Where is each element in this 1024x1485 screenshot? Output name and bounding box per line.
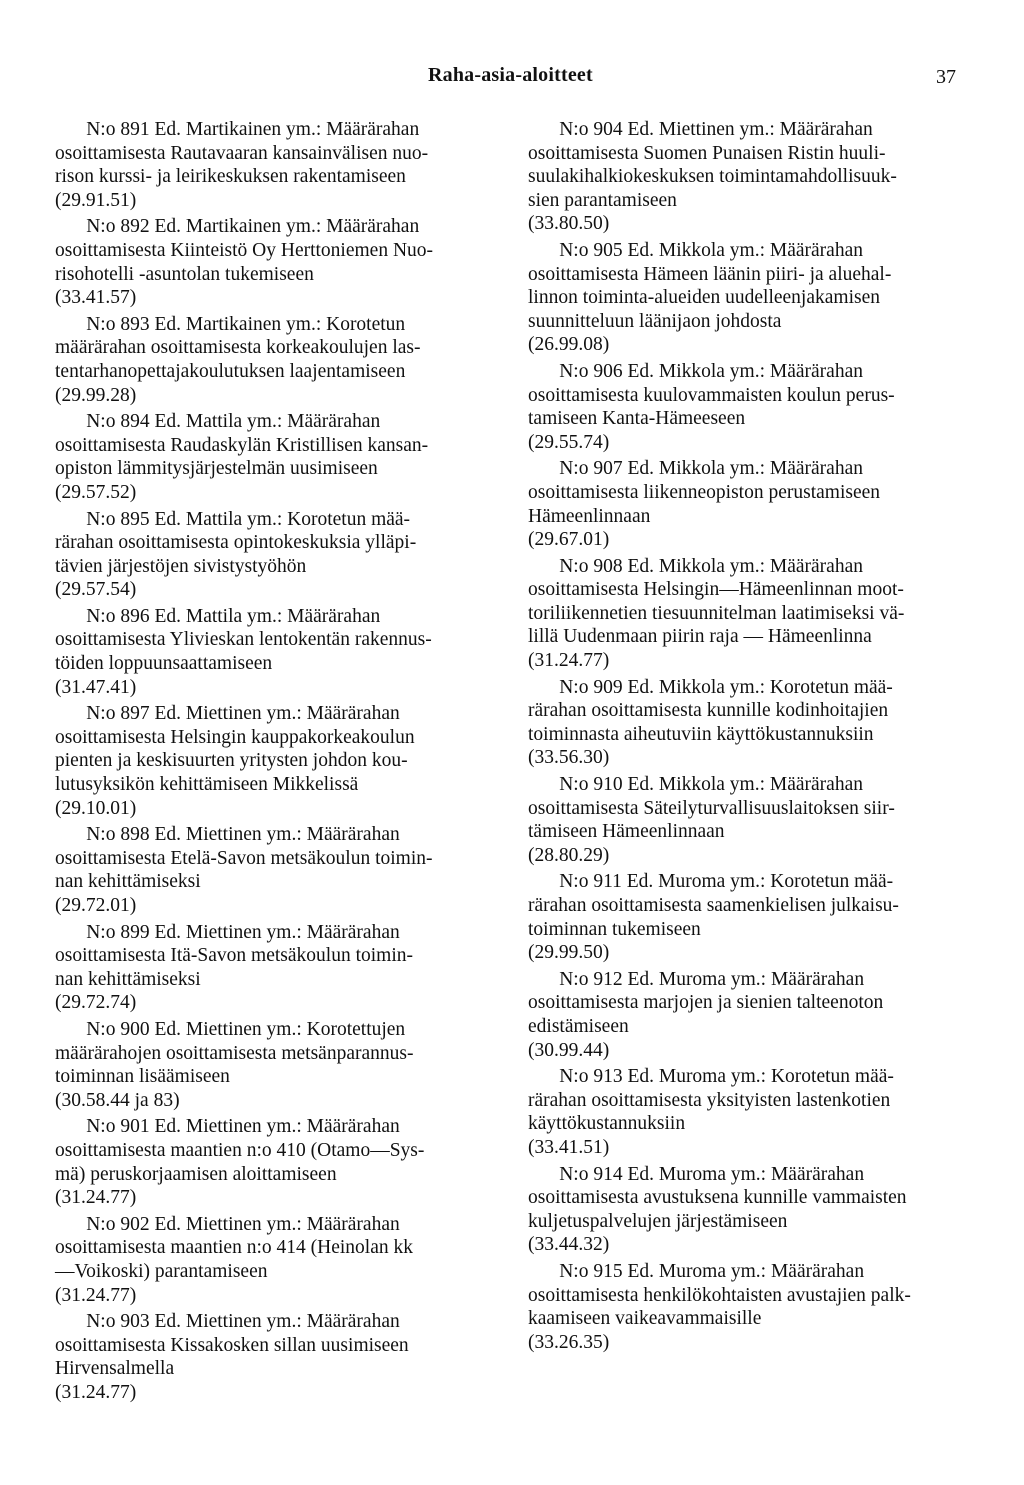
- budget-reference: (29.72.74): [55, 992, 137, 1014]
- entry-text-line: rison kurssi- ja leirikeskuksen rakentamiseen: [55, 166, 406, 188]
- motion-entry: [55, 410, 495, 504]
- motion-entry: [528, 360, 968, 454]
- entry-text-line: nan kehittämiseksi: [55, 871, 201, 893]
- entry-text-line: N:o 900 Ed. Miettinen ym.: Korotettujen: [86, 1018, 406, 1040]
- entry-text-line: mä) peruskorjaamisen aloittamiseen: [55, 1163, 337, 1185]
- entry-text-line: osoittamisesta Rautavaaran kansainvälisen nuo-: [55, 142, 429, 164]
- motion-entry: [528, 555, 968, 673]
- entry-text-line: linnon toiminta-alueiden uudelleenjakamisen: [528, 287, 880, 309]
- entry-text-line: rärahan osoittamisesta yksityisten lastenkotien: [528, 1089, 891, 1111]
- entry-text-line: edistämiseen: [528, 1015, 629, 1037]
- entry-text-line: osoittamisesta liikenneopiston perustamiseen: [528, 481, 881, 503]
- budget-reference: (31.24.77): [528, 650, 610, 672]
- entry-text-line: tävien järjestöjen sivistystyöhön: [55, 555, 307, 577]
- entry-text-line: osoittamisesta maantien n:o 414 (Heinolan kk: [55, 1237, 413, 1259]
- entry-text-line: suunnitteluun läänijaon johdosta: [528, 310, 782, 332]
- budget-reference: (29.99.50): [528, 942, 610, 964]
- motion-entry: [55, 823, 495, 917]
- entry-text-line: toiminnan tukemiseen: [528, 918, 701, 940]
- budget-reference: (29.57.54): [55, 579, 137, 601]
- budget-reference: (26.99.08): [528, 334, 610, 356]
- motion-entry: [55, 215, 495, 309]
- entry-text-line: osoittamisesta Helsingin—Hämeenlinnan moot-: [528, 579, 904, 601]
- entry-text-line: osoittamisesta Etelä-Savon metsäkoulun toimin-: [55, 847, 433, 869]
- motion-entry: [528, 457, 968, 551]
- budget-reference: (29.55.74): [528, 431, 610, 453]
- motion-entry: [528, 870, 968, 964]
- entry-text-line: osoittamisesta Kiinteistö Oy Herttoniemen Nuo-: [55, 239, 434, 261]
- entry-text-line: toiminnan lisäämiseen: [55, 1066, 230, 1088]
- entry-text-line: osoittamisesta kuulovammaisten koulun perus-: [528, 384, 895, 406]
- motion-entry: [528, 1065, 968, 1159]
- entry-text-line: N:o 912 Ed. Muroma ym.: Määrärahan: [559, 968, 865, 990]
- entry-text-line: osoittamisesta Itä-Savon metsäkoulun toimin-: [55, 945, 413, 967]
- entry-text-line: N:o 909 Ed. Mikkola ym.: Korotetun mää-: [559, 676, 893, 698]
- entry-text-line: osoittamisesta Suomen Punaisen Ristin huuli-: [528, 142, 886, 164]
- motion-entry: [55, 605, 495, 699]
- entry-text-line: —Voikoski) parantamiseen: [55, 1260, 268, 1282]
- entry-text-line: käyttökustannuksiin: [528, 1113, 686, 1135]
- entry-text-line: N:o 899 Ed. Miettinen ym.: Määrärahan: [86, 921, 400, 943]
- entry-text-line: toriliikennetien tiesuunnitelman laatimiseksi vä-: [528, 602, 905, 624]
- motion-entry: [55, 921, 495, 1015]
- budget-reference: (33.41.51): [528, 1136, 610, 1158]
- entry-text-line: opiston lämmitysjärjestelmän uusimiseen: [55, 458, 378, 480]
- budget-reference: (33.26.35): [528, 1331, 610, 1353]
- entry-text-line: osoittamisesta Helsingin kauppakorkeakoulun: [55, 726, 415, 748]
- entry-text-line: määrärahojen osoittamisesta metsänparannus-: [55, 1042, 414, 1064]
- entry-text-line: N:o 907 Ed. Mikkola ym.: Määrärahan: [559, 458, 863, 480]
- entry-text-line: N:o 911 Ed. Muroma ym.: Korotetun mää-: [559, 871, 894, 893]
- entry-text-line: kaamiseen vaikeavammaisille: [528, 1308, 762, 1330]
- entry-text-line: N:o 893 Ed. Martikainen ym.: Korotetun: [86, 313, 406, 335]
- budget-reference: (29.72.01): [55, 895, 137, 916]
- entry-text-line: risohotelli -asuntolan tukemiseen: [55, 263, 314, 285]
- budget-reference: (29.99.28): [55, 384, 137, 406]
- budget-reference: (29.10.01): [55, 797, 137, 819]
- left-column: [55, 118, 495, 1407]
- entry-text-line: tentarhanopettajakoulutuksen laajentamiseen: [55, 360, 406, 382]
- entry-text-line: N:o 913 Ed. Muroma ym.: Korotetun mää-: [559, 1066, 894, 1088]
- motion-entry: [55, 508, 495, 602]
- budget-reference: (30.58.44 ja 83): [55, 1089, 180, 1111]
- motion-entry: [55, 1018, 495, 1112]
- budget-reference: (31.24.77): [55, 1381, 137, 1403]
- entry-text-line: N:o 903 Ed. Miettinen ym.: Määrärahan: [86, 1311, 400, 1333]
- motion-entry: [528, 1163, 968, 1257]
- entry-text-line: toiminnasta aiheutuviin käyttökustannuksiin: [528, 723, 874, 745]
- motion-entry: [528, 773, 968, 867]
- page-number: 37: [936, 66, 956, 88]
- motion-entry: [55, 1115, 495, 1209]
- entry-text-line: osoittamisesta maantien n:o 410 (Otamo—Sys-: [55, 1139, 425, 1161]
- entry-text-line: N:o 905 Ed. Mikkola ym.: Määrärahan: [559, 239, 863, 261]
- budget-reference: (33.56.30): [528, 747, 610, 769]
- entry-text-line: N:o 910 Ed. Mikkola ym.: Määrärahan: [559, 774, 863, 796]
- entry-text-line: osoittamisesta avustuksena kunnille vammaisten: [528, 1187, 907, 1209]
- budget-reference: (29.67.01): [528, 529, 610, 551]
- budget-reference: (31.24.77): [55, 1284, 137, 1306]
- entry-text-line: N:o 902 Ed. Miettinen ym.: Määrärahan: [86, 1213, 400, 1235]
- running-title: Raha-asia-aloitteet: [428, 64, 593, 86]
- motion-entry: [528, 1260, 968, 1354]
- motion-entry: [528, 118, 968, 236]
- motion-entry: [528, 676, 968, 770]
- entry-text-line: suulakihalkiokeskuksen toimintamahdollisuuk-: [528, 166, 897, 188]
- budget-reference: (28.80.29): [528, 844, 610, 866]
- entry-text-line: N:o 891 Ed. Martikainen ym.: Määrärahan: [86, 119, 420, 140]
- entry-text-line: rärahan osoittamisesta saamenkielisen julkaisu-: [528, 895, 899, 916]
- entry-text-line: N:o 897 Ed. Miettinen ym.: Määrärahan: [86, 703, 400, 725]
- entry-text-line: osoittamisesta Raudaskylän Kristillisen kansan-: [55, 434, 429, 456]
- entry-text-line: N:o 904 Ed. Miettinen ym.: Määrärahan: [559, 119, 873, 140]
- motion-entry: [528, 968, 968, 1062]
- entry-text-line: sien parantamiseen: [528, 189, 677, 211]
- entry-text-line: tämiseen Hämeenlinnaan: [528, 821, 725, 843]
- motion-entry: [528, 239, 968, 357]
- entry-text-line: N:o 892 Ed. Martikainen ym.: Määrärahan: [86, 216, 420, 238]
- entry-text-line: osoittamisesta Kissakosken sillan uusimiseen: [55, 1334, 409, 1356]
- budget-reference: (30.99.44): [528, 1039, 610, 1061]
- entry-text-line: osoittamisesta Ylivieskan lentokentän rakennus-: [55, 629, 432, 651]
- entry-text-line: N:o 895 Ed. Mattila ym.: Korotetun mää-: [86, 508, 411, 530]
- budget-reference: (29.57.52): [55, 481, 137, 503]
- entry-text-line: osoittamisesta Hämeen läänin piiri- ja aluehal-: [528, 263, 892, 285]
- entry-text-line: N:o 894 Ed. Mattila ym.: Määrärahan: [86, 411, 381, 433]
- entry-text-line: N:o 896 Ed. Mattila ym.: Määrärahan: [86, 605, 381, 627]
- budget-reference: (33.80.50): [528, 213, 610, 235]
- motion-entry: [55, 118, 495, 212]
- entry-text-line: tamiseen Kanta-Hämeeseen: [528, 408, 746, 430]
- entry-text-line: määrärahan osoittamisesta korkeakoulujen las-: [55, 337, 421, 359]
- entry-text-line: lutusyksikön kehittämiseen Mikkelissä: [55, 774, 359, 796]
- budget-reference: (33.44.32): [528, 1234, 610, 1256]
- entry-text-line: rärahan osoittamisesta kunnille kodinhoitajien: [528, 700, 889, 722]
- budget-reference: (31.24.77): [55, 1187, 137, 1209]
- entry-text-line: N:o 915 Ed. Muroma ym.: Määrärahan: [559, 1260, 865, 1282]
- budget-reference: (33.41.57): [55, 287, 137, 309]
- entry-text-line: osoittamisesta marjojen ja sienien talteenoton: [528, 992, 884, 1014]
- motion-entry: [55, 1310, 495, 1404]
- entry-text-line: N:o 914 Ed. Muroma ym.: Määrärahan: [559, 1163, 865, 1185]
- entry-text-line: N:o 908 Ed. Mikkola ym.: Määrärahan: [559, 555, 863, 577]
- entry-text-line: N:o 898 Ed. Miettinen ym.: Määrärahan: [86, 824, 400, 846]
- budget-reference: (31.47.41): [55, 676, 137, 698]
- entry-text-line: pienten ja keskisuurten yritysten johdon kou-: [55, 750, 408, 772]
- entry-text-line: kuljetuspalvelujen järjestämiseen: [528, 1210, 788, 1232]
- entry-text-line: lillä Uudenmaan piirin raja — Hämeenlinna: [528, 626, 872, 648]
- entry-text-line: Hirvensalmella: [55, 1358, 175, 1380]
- right-column: [528, 118, 968, 1357]
- budget-reference: (29.91.51): [55, 189, 137, 211]
- entry-text-line: rärahan osoittamisesta opintokeskuksia ylläpi-: [55, 532, 417, 554]
- entry-text-line: osoittamisesta Säteilyturvallisuuslaitoksen siir-: [528, 797, 895, 819]
- motion-entry: [55, 702, 495, 820]
- motion-entry: [55, 313, 495, 407]
- entry-text-line: nan kehittämiseksi: [55, 968, 201, 990]
- entry-text-line: N:o 901 Ed. Miettinen ym.: Määrärahan: [86, 1116, 400, 1138]
- entry-text-line: töiden loppuunsaattamiseen: [55, 653, 273, 675]
- entry-text-line: N:o 906 Ed. Mikkola ym.: Määrärahan: [559, 360, 863, 382]
- entry-text-line: osoittamisesta henkilökohtaisten avustajien palk-: [528, 1284, 911, 1306]
- motion-entry: [55, 1213, 495, 1307]
- entry-text-line: Hämeenlinnaan: [528, 505, 651, 527]
